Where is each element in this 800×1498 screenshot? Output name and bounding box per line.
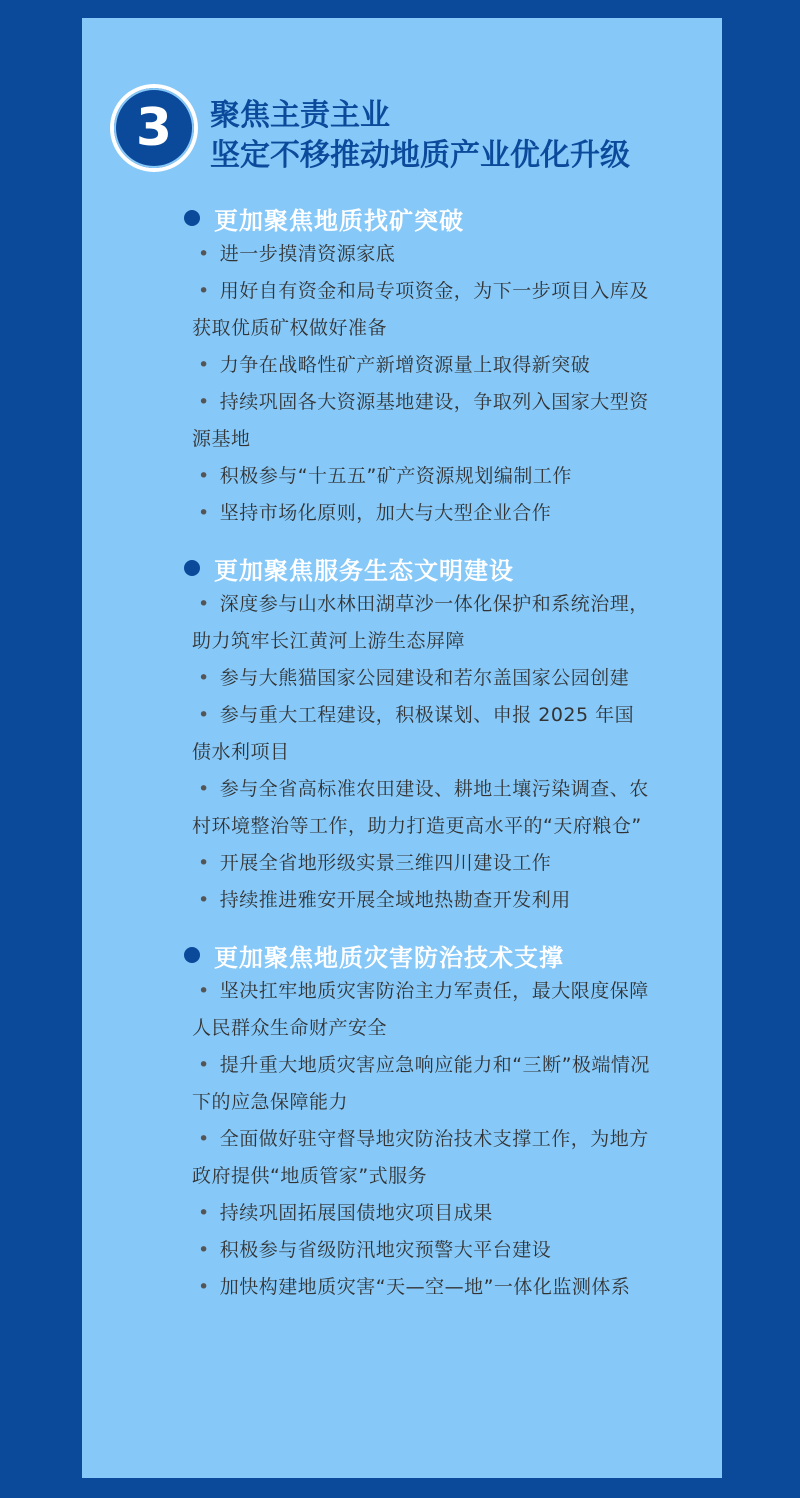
bullet-icon: • <box>198 465 210 487</box>
content-panel <box>82 18 722 1478</box>
list-item-text: 用好自有资金和局专项资金，为下一步项目入库及获取优质矿权做好准备 <box>192 280 649 339</box>
list-item <box>192 495 652 532</box>
section-title: 更加聚焦地质灾害防治技术支撑 <box>214 943 564 972</box>
bullet-icon: • <box>198 852 210 874</box>
bullet-icon: • <box>198 243 210 265</box>
list-item-text: 进一步摸清资源家底 <box>219 243 396 265</box>
bullet-icon: • <box>198 1202 210 1224</box>
section-header <box>184 200 652 236</box>
list-item-text: 积极参与“十五五”矿产资源规划编制工作 <box>219 465 572 487</box>
list-item-text: 加快构建地质灾害“天—空—地”一体化监测体系 <box>219 1276 631 1298</box>
list-item-text: 坚决扛牢地质灾害防治主力军责任，最大限度保障人民群众生命财产安全 <box>192 980 649 1039</box>
bullet-icon: • <box>198 889 210 911</box>
list-item <box>192 882 652 919</box>
bullet-icon: • <box>198 980 210 1002</box>
section <box>192 937 652 1306</box>
bullet-icon: • <box>198 502 210 524</box>
bullet-icon: • <box>198 667 210 689</box>
list-item <box>192 586 652 660</box>
list-item-text: 参与重大工程建设，积极谋划、申报 2025 年国债水利项目 <box>192 704 635 763</box>
list-item <box>192 347 652 384</box>
list-item <box>192 1232 652 1269</box>
list-item-text: 坚持市场化原则，加大与大型企业合作 <box>219 502 552 524</box>
list-item <box>192 771 652 845</box>
section-title: 更加聚焦服务生态文明建设 <box>214 556 514 585</box>
bullet-icon: • <box>198 1128 210 1150</box>
list-item-text: 积极参与省级防汛地灾预警大平台建设 <box>219 1239 552 1261</box>
list-item <box>192 1195 652 1232</box>
list-item-text: 持续巩固拓展国债地灾项目成果 <box>219 1202 493 1224</box>
number-circle-icon <box>114 88 194 168</box>
list-item <box>192 660 652 697</box>
bullet-dot-icon <box>184 560 200 576</box>
bullet-icon: • <box>198 704 210 726</box>
bullet-icon: • <box>198 593 210 615</box>
page-title <box>210 96 630 176</box>
section-number: 3 <box>135 98 173 158</box>
bullet-dot-icon <box>184 947 200 963</box>
list-item-text: 持续推进雅安开展全域地热勘查开发利用 <box>219 889 571 911</box>
bullet-icon: • <box>198 280 210 302</box>
bullet-icon: • <box>198 354 210 376</box>
list-item-text: 参与全省高标准农田建设、耕地土壤污染调查、农村环境整治等工作，助力打造更高水平的“天府粮仓” <box>192 778 649 837</box>
title-line-1: 聚焦主责主业 <box>210 98 390 133</box>
list-item-text: 提升重大地质灾害应急响应能力和“三断”极端情况下的应急保障能力 <box>192 1054 650 1113</box>
list-item <box>192 236 652 273</box>
list-item-text: 全面做好驻守督导地灾防治技术支撑工作，为地方政府提供“地质管家”式服务 <box>192 1128 649 1187</box>
bullet-icon: • <box>198 1239 210 1261</box>
list-item <box>192 273 652 347</box>
section-title: 更加聚焦地质找矿突破 <box>214 206 464 235</box>
bullet-icon: • <box>198 391 210 413</box>
list-item-text: 力争在战略性矿产新增资源量上取得新突破 <box>219 354 591 376</box>
bullet-icon: • <box>198 1054 210 1076</box>
list-item-text: 深度参与山水林田湖草沙一体化保护和系统治理，助力筑牢长江黄河上游生态屏障 <box>192 593 649 652</box>
section <box>192 550 652 919</box>
section-header <box>184 550 652 586</box>
list-item <box>192 973 652 1047</box>
list-item-text: 持续巩固各大资源基地建设，争取列入国家大型资源基地 <box>192 391 649 450</box>
list-item-text: 开展全省地形级实景三维四川建设工作 <box>219 852 552 874</box>
title-line-2: 坚定不移推动地质产业优化升级 <box>210 138 630 173</box>
list-item <box>192 1269 652 1306</box>
sections-list <box>192 200 652 1324</box>
list-item <box>192 458 652 495</box>
section-header <box>184 937 652 973</box>
bullet-icon: • <box>198 1276 210 1298</box>
list-item <box>192 697 652 771</box>
section <box>192 200 652 532</box>
bullet-dot-icon <box>184 210 200 226</box>
list-item <box>192 1047 652 1121</box>
section-number-badge <box>110 84 198 172</box>
list-item <box>192 845 652 882</box>
list-item <box>192 1121 652 1195</box>
bullet-icon: • <box>198 778 210 800</box>
list-item-text: 参与大熊猫国家公园建设和若尔盖国家公园创建 <box>219 667 630 689</box>
list-item <box>192 384 652 458</box>
